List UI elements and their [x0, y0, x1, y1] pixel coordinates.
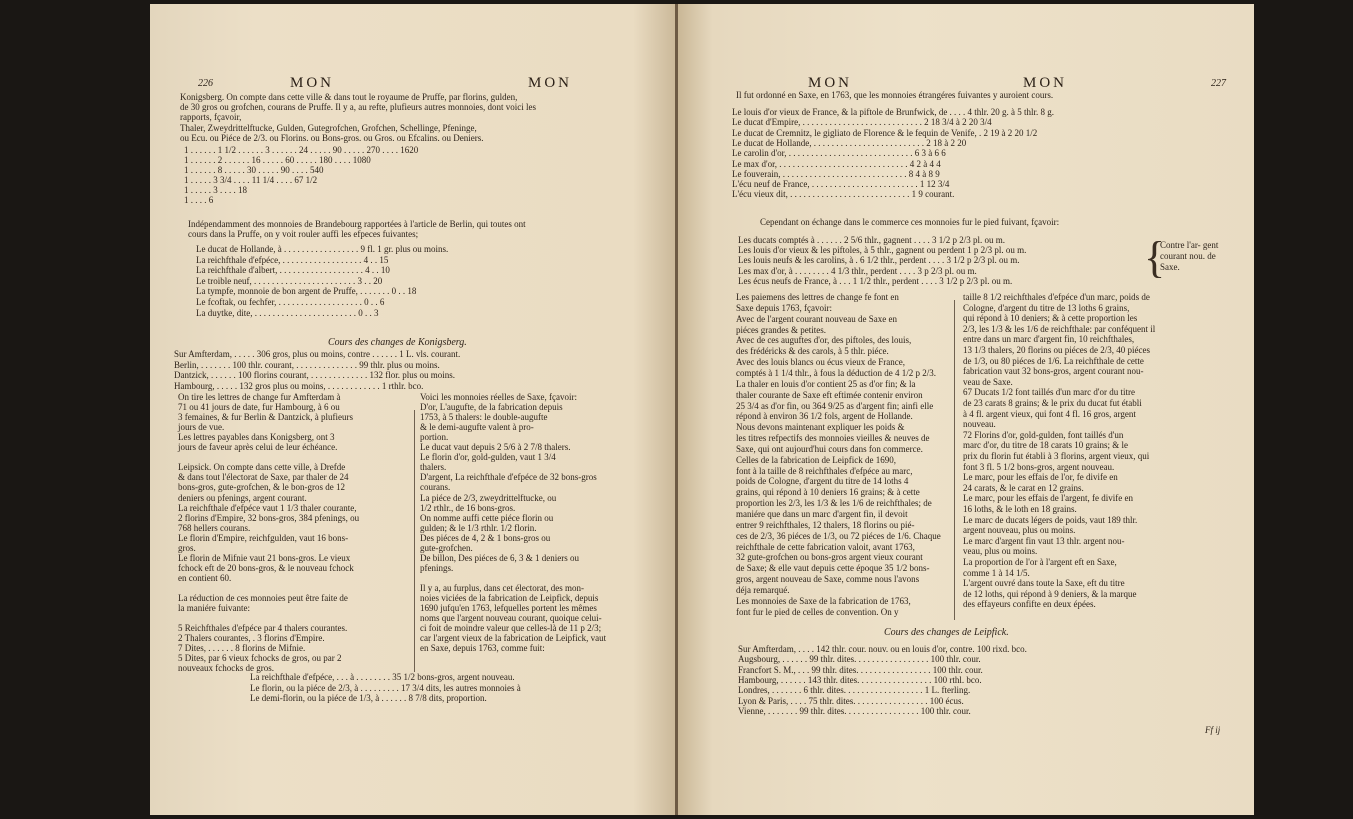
left-page	[150, 4, 675, 815]
text-line: taille 8 1/2 reichfthales d'efpéce d'un marc, poids de	[963, 292, 1150, 302]
page-number-left: 226	[198, 78, 213, 89]
text-line: La réduction de ces monnoies peut être faite de	[178, 593, 348, 603]
text-line: La duytke, dite, . . . . . . . . . . . . . . . . . . . . . . . 0 . . 3	[196, 307, 379, 318]
text-line: la maniére fuivante:	[178, 603, 250, 614]
text-line: jours de vue.	[178, 422, 225, 433]
text-line: en Saxe, depuis 1763, comme fuit:	[420, 643, 545, 654]
text-line: Le marc, pour les effais de l'argent, fe divife en	[963, 493, 1133, 504]
text-line: de 30 gros ou grofchen, courans de Pruffe. Il y a, au refte, plufieurs autres monnoies, dont voici les	[180, 102, 536, 112]
text-line: deniers ou pfenings, argent courant.	[178, 492, 307, 503]
text-line: qui répond à 10 deniers; & à cette proportion les	[963, 313, 1138, 324]
text-line: déja remarqué.	[736, 584, 790, 595]
text-line: portion.	[420, 432, 449, 443]
text-line: 25 3/4 as d'or fin, ou 364 9/25 as d'argent fin; ainfi elle	[736, 400, 934, 411]
text-line: 2/3, les 1/3 & les 1/6 de reichfthale: par conféquent il	[963, 323, 1156, 334]
text-line: 24 carats, & le carat en 12 grains.	[963, 482, 1084, 493]
text-line: Le ducat de Cremnitz, le gigliato de Florence & le fequin de Venife, . 2 19 à 2 20 1/2	[732, 127, 1038, 138]
exchange-note: Contre l'ar- gent courant nou. de Saxe.	[1160, 240, 1219, 272]
text-line: 72 Florins d'or, gold-gulden, font taillés d'un	[963, 429, 1124, 440]
text-line: entrer 9 reichfthales, 12 thalers, 18 florins ou pié-	[736, 519, 915, 530]
text-line: 1 . . . . . 3 3/4 . . . . 11 1/4 . . . . 67 1/2	[184, 175, 318, 185]
text-line: noms que l'argent nouveau courant, quoique celui-	[420, 613, 602, 624]
text-line: 7 Dites, . . . . . . 8 florins de Mifnie.	[178, 643, 306, 654]
text-line: en contient 60.	[178, 572, 232, 583]
running-head-left: MON	[808, 75, 853, 91]
text-line: Le florin d'Empire, reichfgulden, vaut 16 bons-	[178, 532, 349, 543]
text-line: Berlin, . . . . . . . 100 thlr. courant, . . . . . . . . . . . . . . 99 thlr. plus ou moins.	[174, 359, 440, 370]
text-line: De billon, Des piéces de 6, 3 & 1 deniers ou	[420, 552, 579, 563]
text-line: Le florin de Mifnie vaut 21 bons-gros. Le vieux	[178, 552, 351, 563]
text-line: Saxe, qui ont aujourd'hui cours dans fon commerce.	[736, 443, 923, 454]
text-line: rapports, fçavoir,	[180, 112, 242, 122]
text-line: 768 hellers courans.	[178, 522, 251, 533]
text-line: Le marc de ducats légers de poids, vaut 189 thlr.	[963, 514, 1138, 525]
text-line: D'or, L'augufte, de la fabrication depuis	[420, 402, 563, 413]
cependant-line: Cependant on échange dans le commerce ces monnoies fur le pied fuivant, fçavoir:	[760, 217, 1060, 227]
text-line: 1 . . . . . . 2 . . . . . . 16 . . . . . 60 . . . . . 180 . . . . 1080	[184, 155, 371, 165]
running-head-left: MON	[290, 75, 335, 91]
text-line: Le ducat de Hollande, . . . . . . . . . . . . . . . . . . . . . . . . . 2 18 à 2 20	[732, 137, 967, 148]
text-line: de Saxe; & elle vaut depuis cette époque 35 1/2 bons-	[736, 563, 930, 574]
text-line: 1 . . . . . . 8 . . . . . 30 . . . . . 90 . . . . 540	[184, 165, 324, 175]
text-line: pfenings.	[420, 562, 454, 573]
text-line: L'argent ouvré dans toute la Saxe, eft du titre	[963, 578, 1125, 589]
text-line: entre dans un marc d'argent fin, 10 reichfthales,	[963, 334, 1135, 345]
text-line: Les max d'or, à . . . . . . . . 4 1/3 thlr., perdent . . . . 3 p 2/3 pl. ou m.	[738, 265, 977, 276]
text-line: 2 Thalers courantes, . 3 florins d'Empire.	[178, 633, 325, 644]
text-line: de 12 loths, qui répond à 9 deniers, & la marque	[963, 588, 1137, 599]
text-line: Saxe depuis 1763, fçavoir:	[736, 302, 832, 313]
column-rule	[954, 300, 955, 620]
text-line: La thaler en louis d'or contient 25 as d'or fin; & la	[736, 378, 916, 389]
text-line: Le louis d'or vieux de France, & la piftole de Brunfwick, de . . . . 4 thlr. 20 g. à 5 thlr. 8 g.	[732, 107, 1055, 117]
text-line: Vienne, . . . . . . . 99 thlr. dites. . . . . . . . . . . . . . . . . 100 thlr. cour.	[738, 705, 971, 716]
text-line: L'écu neuf de France, . . . . . . . . . . . . . . . . . . . . . . . . 1 12 3/4	[732, 179, 950, 190]
text-line: Les louis d'or vieux & les piftoles, à 5 thlr., gagnent ou perdent 1 p 2/3 pl. ou m.	[738, 245, 1027, 256]
text-line: fchock eft de 20 bons-gros, & le nouveau fchock	[178, 562, 354, 573]
text-line: Hambourg, . . . . . 132 gros plus ou moins, . . . . . . . . . . . . 1 rthlr. bco.	[174, 380, 424, 391]
text-line: de 23 carats 8 grains; & le prix du ducat fut établi	[963, 398, 1142, 408]
text-line: prix du florin fut établi à 3 florins, argent vieux, qui	[963, 451, 1150, 461]
text-line: Francfort S. M., . . . 99 thlr. dites. . . . . . . . . . . . . . . . . 100 thlr. cour.	[738, 664, 983, 675]
column-rule	[414, 410, 415, 672]
running-head-right: MON	[1023, 75, 1068, 91]
text-line: comme 1 à 14 1/5.	[963, 567, 1030, 578]
text-line: Celles de la fabrication de Leipfick de 1690,	[736, 454, 896, 465]
text-line: Konigsberg. On compte dans cette ville & dans tout le royaume de Pruffe, par florins, gulden,	[180, 92, 518, 102]
text-line: On nomme auffi cette piéce florin ou	[420, 512, 554, 523]
text-line: Des piéces de 4, 2 & 1 bons-gros ou	[420, 532, 551, 543]
text-line: La reichfthale d'albert, . . . . . . . . . . . . . . . . . . . 4 . . 10	[196, 265, 390, 276]
changes-title-leipfick: Cours des changes de Leipfick.	[884, 627, 1009, 638]
text-line: Le carolin d'or, . . . . . . . . . . . . . . . . . . . . . . . . . . . . 6 3 à 6 6	[732, 148, 946, 159]
text-line: thalers.	[420, 462, 447, 473]
text-line: 1/2 rthlr., de 16 bons-gros.	[420, 502, 516, 513]
text-line: Le max d'or, . . . . . . . . . . . . . . . . . . . . . . . . . . . . . 4 2 à 4 4	[732, 158, 941, 169]
text-line: Le ducat d'Empire, . . . . . . . . . . . . . . . . . . . . . . . . . . . 2 18 3/4 à 2 20 3/4	[732, 117, 992, 128]
text-line: gros.	[178, 542, 196, 553]
text-line: cours dans la Pruffe, on y voit rouler auffi les efpeces fuivantes;	[188, 229, 419, 239]
text-line: fabrication vaut 32 bons-gros, argent courant nou-	[963, 366, 1144, 377]
text-line: font 3 fl. 5 1/2 bons-gros, argent nouveau.	[963, 461, 1115, 472]
intro-line: Il fut ordonné en Saxe, en 1763, que les monnoies étrangéres fuivantes y auroient cours.	[736, 90, 1054, 100]
text-line: 5 Dites, par 6 vieux fchocks de gros, ou par 2	[178, 653, 342, 664]
text-line: Augsbourg, . . . . . . 99 thlr. dites. . . . . . . . . . . . . . . . . 100 thlr. cour.	[738, 654, 981, 665]
text-line: 1 . . . . . 3 . . . . 18	[184, 185, 247, 195]
right-page	[678, 4, 1254, 815]
text-line: 1 . . . . . . 1 1/2 . . . . . . 3 . . . . . . 24 . . . . . 90 . . . . . 270 . . . . 1620	[184, 145, 419, 155]
text-line: Leipsick. On compte dans cette ville, à Drefde	[178, 462, 346, 473]
text-line: poids de Cologne, d'argent du titre de 14 loths 4	[736, 476, 909, 487]
text-line: grains, qui répond à 10 deniers 16 grains; & à cette	[736, 487, 920, 498]
text-line: proportion les 2/3, les 1/3 & les 1/6 de reichfthales; de	[736, 498, 932, 509]
text-line: Les écus neufs de France, à . . . 1 1/2 thlr., perdent . . . . 3 1/2 p 2/3 pl. ou m.	[738, 275, 1013, 286]
text-line: ci foit de moindre valeur que celles-là de 11 p 2/3;	[420, 623, 602, 634]
text-line: Le troible neuf, . . . . . . . . . . . . . . . . . . . . . . . 3 . . 20	[196, 275, 383, 286]
text-line: veau de Saxe.	[963, 376, 1013, 387]
text-line: font à la taille de 8 reichfthales d'efpéce au marc,	[736, 465, 913, 476]
text-line: reichfthale de cette fabrication valoit, avant 1763,	[736, 541, 915, 552]
signature-mark: Ff ij	[1205, 725, 1221, 735]
text-line: Lyon & Paris, . . . . 75 thlr. dites. . . . . . . . . . . . . . . . . 100 écus.	[738, 695, 964, 706]
text-line: 1690 jufqu'en 1763, lefquelles portent les mêmes	[420, 603, 597, 614]
text-line: à 4 fl. argent vieux, qui font 4 fl. 16 gros, argent	[963, 408, 1136, 419]
text-line: Avec de ces auguftes d'or, des piftoles, des louis,	[736, 335, 912, 346]
text-line: maniére que dans un marc d'argent fin, il devoit	[736, 509, 908, 519]
text-line: des effayeurs confifte en deux épées.	[963, 599, 1096, 610]
text-line: Le fcoftak, ou fechfer, . . . . . . . . . . . . . . . . . . . 0 . . 6	[196, 297, 385, 307]
text-line: & le demi-augufte valent à pro-	[420, 422, 534, 433]
text-line: Sur Amfterdam, . . . . 142 thlr. cour. nouv. ou en louis d'or, contre. 100 rixd. bco.	[738, 644, 1027, 654]
text-line: argent nouveau, plus ou moins.	[963, 525, 1076, 536]
text-line: La reichfthale d'efpéce, . . . à . . . . . . . . 35 1/2 bons-gros, argent nouveau.	[250, 672, 515, 682]
text-line: Avec de l'argent courant nouveau de Saxe en	[736, 313, 897, 324]
text-line: gute-grofchen.	[420, 542, 473, 553]
text-line: ces de 2/3, 36 piéces de 1/3, ou 72 piéces de 1/6. Chaque	[736, 530, 941, 541]
text-line: jours de faveur après celui de leur échéance.	[178, 442, 338, 453]
text-line: des frédéricks & des carols, à 5 thlr. piéce.	[736, 346, 889, 357]
text-line: Le marc, pour les effais de l'or, fe divife en	[963, 472, 1118, 483]
text-line: 13 1/3 thalers, 20 florins ou piéces de 2/3, 40 piéces	[963, 345, 1150, 355]
text-line: thaler courante de Saxe eft eftimée contenir environ	[736, 389, 923, 400]
text-line: 16 loths, & le loth en 18 grains.	[963, 504, 1077, 514]
text-line: Voici les monnoies réelles de Saxe, fçavoir:	[420, 392, 578, 402]
text-line: 71 ou 41 jours de date, fur Hambourg, à 6 ou	[178, 402, 340, 413]
text-line: Hambourg, . . . . . . 143 thlr. dites. . . . . . . . . . . . . . . . . 100 rthl. bco.	[738, 674, 982, 685]
text-line: Thaler, Zweydrittelftucke, Gulden, Gutegrofchen, Grofchen, Schellinge, Pfeninge,	[180, 123, 477, 133]
text-line: Le ducat de Hollande, à . . . . . . . . . . . . . . . . . 9 fl. 1 gr. plus ou moins.	[196, 244, 449, 254]
text-line: La reichfthale d'efpéce vaut 1 1/3 thaler courante,	[178, 502, 357, 513]
text-line: courans.	[420, 482, 451, 493]
text-line: marc d'or, du titre de 18 carats 10 grains; & le	[963, 440, 1128, 451]
text-line: La reichfthale d'efpéce, . . . . . . . . . . . . . . . . . . 4 . . 15	[196, 254, 389, 265]
text-line: Les paiemens des lettres de change fe font en	[736, 292, 899, 302]
page-number-right: 227	[1211, 78, 1226, 89]
text-line: Le florin d'or, gold-gulden, vaut 1 3/4	[420, 452, 556, 463]
text-line: Le marc d'argent fin vaut 13 thlr. argent nou-	[963, 535, 1125, 546]
text-line: les titres refpectifs des monnoies vieilles & neuves de	[736, 433, 930, 444]
text-line: La piéce de 2/3, zweydrittelftucke, ou	[420, 492, 557, 503]
text-line: veau, plus ou moins.	[963, 546, 1038, 557]
text-line: 3 femaines, & fur Berlin & Dantzick, à plufieurs	[178, 412, 353, 423]
text-line: répond à environ 36 1/2 fols, argent de Hollande.	[736, 411, 913, 422]
text-line: 67 Ducats 1/2 font taillés d'un marc d'or du titre	[963, 387, 1135, 398]
text-line: Les louis neufs & les carolins, à . 6 1/2 thlr., perdent . . . . 3 1/2 p 2/3 pl. ou m.	[738, 255, 1020, 266]
text-line: 2 florins d'Empire, 32 bons-gros, 384 pfenings, ou	[178, 512, 360, 523]
text-line: comptés à 1 1/4 thlr., à fous la déduction de 4 1/2 p 2/3.	[736, 367, 936, 378]
text-line: Le demi-florin, ou la piéce de 1/3, à . . . . . . 8 7/8 dits, proportion.	[250, 693, 487, 703]
text-line: bons-gros, gute-grofchen, & le bon-gros de 12	[178, 482, 345, 493]
text-line: gros, argent nouveau de Saxe, comme nous l'avons	[736, 574, 920, 585]
text-line: On tire les lettres de change fur Amfterdam à	[178, 392, 341, 402]
text-line: 1 . . . . 6	[184, 195, 214, 205]
text-line: Les monnoies de Saxe de la fabrication de 1763,	[736, 595, 911, 606]
text-line: Le florin, ou la piéce de 2/3, à . . . . . . . . . 17 3/4 dits, les autres monnoies à	[250, 682, 521, 693]
text-line: La proportion de l'or à l'argent eft en Saxe,	[963, 557, 1117, 567]
text-line: D'argent, La reichfthale d'efpéce de 32 bons-gros	[420, 472, 597, 483]
text-line: de 1/3, ou 80 piéces de 1/6. La reichfthale de cette	[963, 355, 1144, 366]
text-line: Nous devons maintenant expliquer les poids &	[736, 422, 905, 433]
text-line: car l'argent vieux de la fabrication de Leipfick, vaut	[420, 633, 607, 644]
text-line: & dans tout l'électorat de Saxe, par thaler de 24	[178, 472, 349, 483]
text-line: Les lettres payables dans Konigsberg, ont 3	[178, 432, 335, 443]
text-line: Le fouverain, . . . . . . . . . . . . . . . . . . . . . . . . . . . . 8 4 à 8 9	[732, 168, 940, 179]
text-line: Indépendamment des monnoies de Brandebourg rapportées à l'article de Berlin, qui toutes ont	[188, 219, 526, 229]
text-line: gulden; & le 1/3 rthlr. 1/2 florin.	[420, 522, 537, 533]
text-line: nouveaux fchocks de gros.	[178, 663, 274, 674]
text-line: Dantzick, . . . . . . 100 florins courant, . . . . . . . . . . . . . 132 flor. plus ou moins.	[174, 370, 455, 380]
text-line: piéces grandes & petites.	[736, 324, 826, 335]
text-line: noies viciées de la fabrication de Leipfick, depuis	[420, 593, 599, 603]
text-line: 32 gute-grofchen ou bons-gros argent vieux courant	[736, 552, 923, 563]
text-line: ou Ecu. ou Piéce de 2/3. ou Florins. ou Bons-gros. ou Gros. ou Efcalins. ou Deniers.	[180, 133, 484, 143]
text-line: 1753, à 5 thalers: le double-augufte	[420, 412, 548, 423]
running-head-right: MON	[528, 75, 573, 91]
text-line: Le ducat vaut depuis 2 5/6 à 2 7/8 thalers.	[420, 442, 571, 453]
text-line: font fur le pied de celles de convention. On y	[736, 606, 899, 617]
text-line: Londres, . . . . . . . 6 thlr. dites. . . . . . . . . . . . . . . . . . 1 L. fterling.	[738, 685, 971, 696]
exchange-brace: {	[1144, 233, 1166, 282]
text-line: 5 Reichfthales d'efpéce par 4 thalers courantes.	[178, 623, 348, 634]
text-line: Sur Amfterdam, . . . . . 306 gros, plus ou moins, contre . . . . . . 1 L. vls. courant.	[174, 349, 461, 359]
text-line: Il y a, au furplus, dans cet électorat, des mon-	[420, 582, 584, 593]
text-line: La tympfe, monnoie de bon argent de Pruffe, . . . . . . . 0 . . 18	[196, 286, 417, 297]
text-line: nouveau.	[963, 419, 996, 430]
changes-title-konigsberg: Cours des changes de Konigsberg.	[328, 337, 467, 348]
text-line: Les ducats comptés à . . . . . . 2 5/6 thlr., gagnent . . . . 3 1/2 p 2/3 pl. ou m.	[738, 235, 1005, 245]
text-line: Avec des louis blancs ou écus vieux de France,	[736, 357, 906, 368]
text-line: L'écu vieux dit, . . . . . . . . . . . . . . . . . . . . . . . . . . . 1 9 courant.	[732, 189, 955, 200]
text-line: Cologne, d'argent du titre de 13 loths 6 grains,	[963, 302, 1130, 313]
